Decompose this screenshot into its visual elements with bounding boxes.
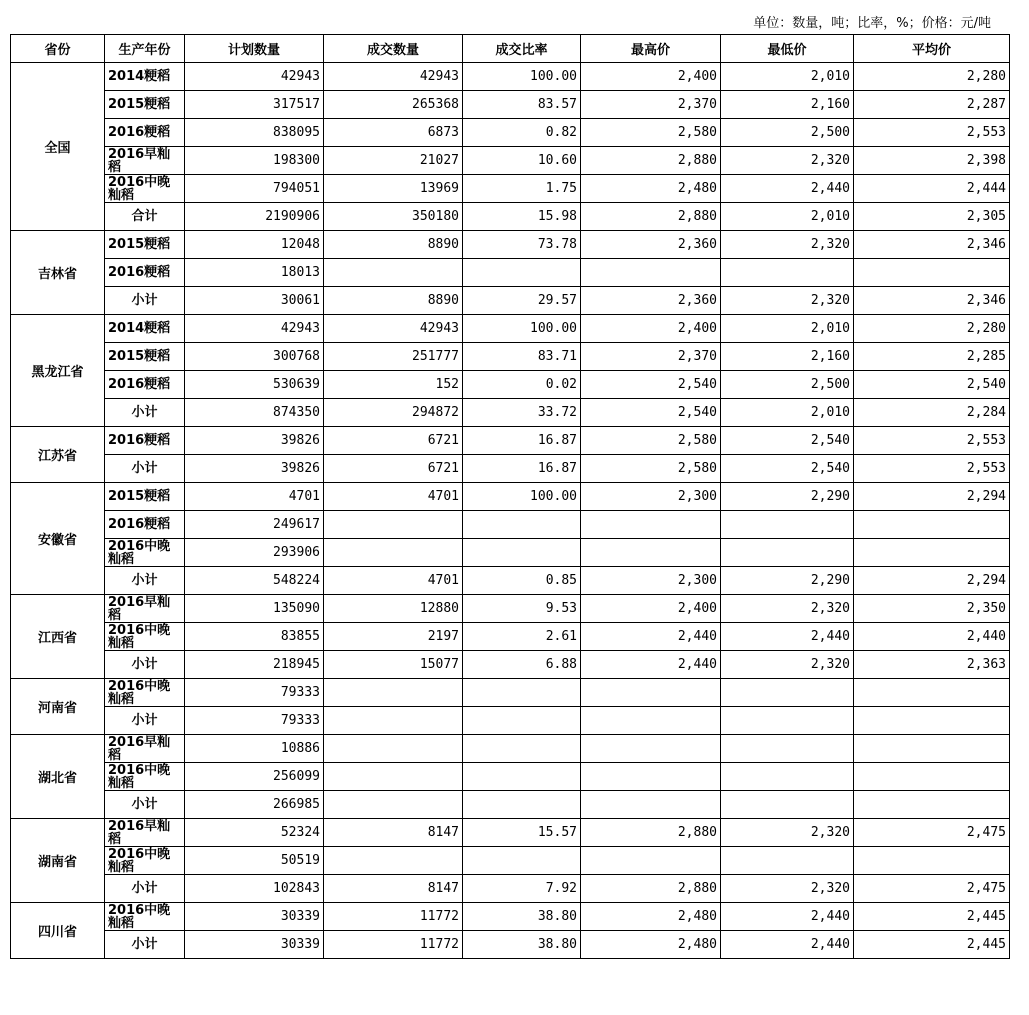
plan-qty-cell: 30061 — [185, 287, 324, 315]
year-variety-cell: 2015粳稻 — [105, 231, 185, 259]
low-price-cell: 2,160 — [721, 91, 854, 119]
avg-price-cell: 2,445 — [854, 903, 1010, 931]
high-price-cell: 2,300 — [581, 567, 721, 595]
avg-price-cell: 2,440 — [854, 623, 1010, 651]
deal-qty-cell — [324, 763, 463, 791]
year-variety-cell: 2015粳稻 — [105, 343, 185, 371]
subtotal-label-cell: 小计 — [105, 651, 185, 679]
low-price-cell — [721, 763, 854, 791]
deal-qty-cell: 13969 — [324, 175, 463, 203]
plan-qty-cell: 135090 — [185, 595, 324, 623]
high-price-cell: 2,480 — [581, 903, 721, 931]
deal-qty-cell: 4701 — [324, 567, 463, 595]
header-avg-price: 平均价 — [854, 35, 1010, 63]
low-price-cell: 2,500 — [721, 371, 854, 399]
deal-qty-cell: 15077 — [324, 651, 463, 679]
low-price-cell: 2,440 — [721, 175, 854, 203]
high-price-cell — [581, 763, 721, 791]
high-price-cell: 2,300 — [581, 483, 721, 511]
avg-price-cell — [854, 511, 1010, 539]
low-price-cell: 2,500 — [721, 119, 854, 147]
avg-price-cell: 2,346 — [854, 231, 1010, 259]
table-row — [11, 483, 1010, 511]
deal-qty-cell: 265368 — [324, 91, 463, 119]
subtotal-label-cell: 小计 — [105, 399, 185, 427]
low-price-cell — [721, 539, 854, 567]
province-cell: 河南省 — [11, 679, 105, 735]
low-price-cell — [721, 847, 854, 875]
deal-ratio-cell — [463, 763, 581, 791]
plan-qty-cell: 39826 — [185, 455, 324, 483]
high-price-cell: 2,880 — [581, 819, 721, 847]
table-row — [11, 791, 1010, 819]
low-price-cell: 2,440 — [721, 931, 854, 959]
high-price-cell — [581, 679, 721, 707]
low-price-cell — [721, 707, 854, 735]
low-price-cell: 2,320 — [721, 651, 854, 679]
high-price-cell — [581, 707, 721, 735]
table-row — [11, 147, 1010, 175]
year-variety-cell: 2014粳稻 — [105, 315, 185, 343]
avg-price-cell: 2,540 — [854, 371, 1010, 399]
avg-price-cell — [854, 259, 1010, 287]
plan-qty-cell: 39826 — [185, 427, 324, 455]
plan-qty-cell: 293906 — [185, 539, 324, 567]
avg-price-cell: 2,553 — [854, 119, 1010, 147]
deal-ratio-cell — [463, 707, 581, 735]
plan-qty-cell: 838095 — [185, 119, 324, 147]
table-row — [11, 931, 1010, 959]
year-variety-cell: 2016早籼稻 — [105, 595, 185, 623]
low-price-cell — [721, 735, 854, 763]
high-price-cell: 2,360 — [581, 287, 721, 315]
low-price-cell: 2,320 — [721, 147, 854, 175]
year-variety-cell: 2016早籼稻 — [105, 735, 185, 763]
province-cell: 湖北省 — [11, 735, 105, 819]
year-variety-cell: 2016早籼稻 — [105, 147, 185, 175]
header-year: 生产年份 — [105, 35, 185, 63]
table-row — [11, 735, 1010, 763]
high-price-cell: 2,540 — [581, 399, 721, 427]
avg-price-cell: 2,287 — [854, 91, 1010, 119]
low-price-cell: 2,540 — [721, 455, 854, 483]
plan-qty-cell: 79333 — [185, 679, 324, 707]
deal-qty-cell — [324, 735, 463, 763]
deal-qty-cell: 8890 — [324, 231, 463, 259]
low-price-cell: 2,290 — [721, 567, 854, 595]
low-price-cell: 2,540 — [721, 427, 854, 455]
province-cell: 湖南省 — [11, 819, 105, 903]
high-price-cell: 2,370 — [581, 91, 721, 119]
deal-ratio-cell — [463, 847, 581, 875]
high-price-cell: 2,440 — [581, 623, 721, 651]
plan-qty-cell: 18013 — [185, 259, 324, 287]
deal-qty-cell: 8147 — [324, 875, 463, 903]
province-cell: 四川省 — [11, 903, 105, 959]
avg-price-cell: 2,294 — [854, 567, 1010, 595]
high-price-cell: 2,540 — [581, 371, 721, 399]
low-price-cell: 2,320 — [721, 819, 854, 847]
avg-price-cell — [854, 707, 1010, 735]
high-price-cell: 2,400 — [581, 63, 721, 91]
high-price-cell — [581, 791, 721, 819]
deal-qty-cell: 21027 — [324, 147, 463, 175]
table-row — [11, 315, 1010, 343]
table-row — [11, 399, 1010, 427]
table-body — [11, 63, 1010, 959]
plan-qty-cell: 12048 — [185, 231, 324, 259]
plan-qty-cell: 10886 — [185, 735, 324, 763]
deal-qty-cell — [324, 679, 463, 707]
deal-qty-cell: 251777 — [324, 343, 463, 371]
avg-price-cell: 2,398 — [854, 147, 1010, 175]
deal-qty-cell: 2197 — [324, 623, 463, 651]
low-price-cell — [721, 791, 854, 819]
table-row — [11, 903, 1010, 931]
avg-price-cell: 2,284 — [854, 399, 1010, 427]
deal-qty-cell — [324, 791, 463, 819]
header-deal-ratio: 成交比率 — [463, 35, 581, 63]
table-row — [11, 427, 1010, 455]
high-price-cell: 2,440 — [581, 651, 721, 679]
avg-price-cell — [854, 679, 1010, 707]
avg-price-cell: 2,553 — [854, 455, 1010, 483]
deal-ratio-cell: 2.61 — [463, 623, 581, 651]
table-row — [11, 595, 1010, 623]
deal-qty-cell: 6721 — [324, 427, 463, 455]
plan-qty-cell: 266985 — [185, 791, 324, 819]
deal-qty-cell: 11772 — [324, 903, 463, 931]
plan-qty-cell: 300768 — [185, 343, 324, 371]
deal-qty-cell: 42943 — [324, 63, 463, 91]
deal-ratio-cell: 100.00 — [463, 63, 581, 91]
table-row — [11, 763, 1010, 791]
low-price-cell — [721, 259, 854, 287]
header-province: 省份 — [11, 35, 105, 63]
plan-qty-cell: 83855 — [185, 623, 324, 651]
year-variety-cell: 2016中晚籼稻 — [105, 763, 185, 791]
deal-qty-cell — [324, 539, 463, 567]
table-row — [11, 287, 1010, 315]
high-price-cell: 2,360 — [581, 231, 721, 259]
deal-qty-cell: 6873 — [324, 119, 463, 147]
low-price-cell: 2,440 — [721, 623, 854, 651]
plan-qty-cell: 4701 — [185, 483, 324, 511]
subtotal-label-cell: 小计 — [105, 931, 185, 959]
high-price-cell: 2,400 — [581, 315, 721, 343]
year-variety-cell: 2016粳稻 — [105, 259, 185, 287]
deal-ratio-cell: 29.57 — [463, 287, 581, 315]
avg-price-cell: 2,305 — [854, 203, 1010, 231]
avg-price-cell — [854, 847, 1010, 875]
table-row — [11, 875, 1010, 903]
high-price-cell: 2,480 — [581, 175, 721, 203]
table-row — [11, 819, 1010, 847]
low-price-cell: 2,320 — [721, 595, 854, 623]
deal-ratio-cell: 16.87 — [463, 455, 581, 483]
table-row — [11, 259, 1010, 287]
province-cell: 黑龙江省 — [11, 315, 105, 427]
year-variety-cell: 2016中晚籼稻 — [105, 679, 185, 707]
deal-ratio-cell: 6.88 — [463, 651, 581, 679]
high-price-cell: 2,580 — [581, 427, 721, 455]
year-variety-cell: 2016中晚籼稻 — [105, 903, 185, 931]
avg-price-cell: 2,280 — [854, 63, 1010, 91]
table-row — [11, 651, 1010, 679]
year-variety-cell: 2016粳稻 — [105, 511, 185, 539]
low-price-cell: 2,010 — [721, 203, 854, 231]
deal-ratio-cell: 1.75 — [463, 175, 581, 203]
avg-price-cell: 2,475 — [854, 819, 1010, 847]
table-row — [11, 343, 1010, 371]
deal-qty-cell: 6721 — [324, 455, 463, 483]
province-cell: 吉林省 — [11, 231, 105, 315]
deal-ratio-cell: 73.78 — [463, 231, 581, 259]
deal-ratio-cell: 38.80 — [463, 903, 581, 931]
unit-note: 单位：数量，吨；比率，%；价格：元/吨 — [753, 16, 991, 31]
deal-ratio-cell: 7.92 — [463, 875, 581, 903]
deal-qty-cell — [324, 511, 463, 539]
deal-ratio-cell: 10.60 — [463, 147, 581, 175]
subtotal-label-cell: 小计 — [105, 707, 185, 735]
avg-price-cell: 2,475 — [854, 875, 1010, 903]
table-row — [11, 175, 1010, 203]
deal-ratio-cell: 0.82 — [463, 119, 581, 147]
table-row — [11, 371, 1010, 399]
subtotal-label-cell: 小计 — [105, 567, 185, 595]
deal-qty-cell: 42943 — [324, 315, 463, 343]
table-row — [11, 231, 1010, 259]
deal-ratio-cell: 100.00 — [463, 315, 581, 343]
deal-ratio-cell: 100.00 — [463, 483, 581, 511]
high-price-cell: 2,400 — [581, 595, 721, 623]
deal-ratio-cell: 0.02 — [463, 371, 581, 399]
plan-qty-cell: 794051 — [185, 175, 324, 203]
deal-ratio-cell: 15.98 — [463, 203, 581, 231]
header-deal-qty: 成交数量 — [324, 35, 463, 63]
auction-results-table — [10, 34, 1010, 959]
deal-qty-cell: 12880 — [324, 595, 463, 623]
subtotal-label-cell: 小计 — [105, 875, 185, 903]
plan-qty-cell: 52324 — [185, 819, 324, 847]
low-price-cell: 2,320 — [721, 231, 854, 259]
header-high-price: 最高价 — [581, 35, 721, 63]
low-price-cell: 2,320 — [721, 875, 854, 903]
avg-price-cell — [854, 763, 1010, 791]
plan-qty-cell: 42943 — [185, 315, 324, 343]
deal-ratio-cell — [463, 735, 581, 763]
high-price-cell: 2,480 — [581, 931, 721, 959]
high-price-cell: 2,370 — [581, 343, 721, 371]
avg-price-cell — [854, 539, 1010, 567]
plan-qty-cell: 256099 — [185, 763, 324, 791]
low-price-cell: 2,160 — [721, 343, 854, 371]
plan-qty-cell: 79333 — [185, 707, 324, 735]
year-variety-cell: 2016粳稻 — [105, 427, 185, 455]
table-row — [11, 847, 1010, 875]
high-price-cell: 2,580 — [581, 455, 721, 483]
deal-qty-cell: 4701 — [324, 483, 463, 511]
table-row — [11, 539, 1010, 567]
province-cell: 安徽省 — [11, 483, 105, 595]
low-price-cell: 2,320 — [721, 287, 854, 315]
deal-qty-cell — [324, 847, 463, 875]
year-variety-cell: 2016中晚籼稻 — [105, 847, 185, 875]
table-row — [11, 511, 1010, 539]
subtotal-label-cell: 小计 — [105, 791, 185, 819]
high-price-cell — [581, 511, 721, 539]
table-row — [11, 707, 1010, 735]
table-row — [11, 119, 1010, 147]
deal-ratio-cell: 33.72 — [463, 399, 581, 427]
deal-qty-cell: 350180 — [324, 203, 463, 231]
avg-price-cell: 2,285 — [854, 343, 1010, 371]
avg-price-cell: 2,445 — [854, 931, 1010, 959]
deal-qty-cell — [324, 259, 463, 287]
deal-qty-cell: 8147 — [324, 819, 463, 847]
plan-qty-cell: 30339 — [185, 931, 324, 959]
plan-qty-cell: 218945 — [185, 651, 324, 679]
plan-qty-cell: 530639 — [185, 371, 324, 399]
deal-ratio-cell: 0.85 — [463, 567, 581, 595]
header-low-price: 最低价 — [721, 35, 854, 63]
deal-qty-cell: 8890 — [324, 287, 463, 315]
high-price-cell — [581, 847, 721, 875]
avg-price-cell: 2,444 — [854, 175, 1010, 203]
table-row — [11, 91, 1010, 119]
avg-price-cell: 2,280 — [854, 315, 1010, 343]
table-row — [11, 63, 1010, 91]
year-variety-cell: 2016粳稻 — [105, 371, 185, 399]
deal-ratio-cell — [463, 791, 581, 819]
avg-price-cell — [854, 735, 1010, 763]
avg-price-cell: 2,553 — [854, 427, 1010, 455]
high-price-cell: 2,880 — [581, 147, 721, 175]
header-plan-qty: 计划数量 — [185, 35, 324, 63]
province-cell: 江苏省 — [11, 427, 105, 483]
plan-qty-cell: 198300 — [185, 147, 324, 175]
plan-qty-cell: 2190906 — [185, 203, 324, 231]
high-price-cell — [581, 259, 721, 287]
plan-qty-cell: 874350 — [185, 399, 324, 427]
low-price-cell: 2,010 — [721, 63, 854, 91]
year-variety-cell: 2015粳稻 — [105, 483, 185, 511]
high-price-cell — [581, 539, 721, 567]
low-price-cell: 2,010 — [721, 399, 854, 427]
subtotal-label-cell: 小计 — [105, 287, 185, 315]
deal-qty-cell — [324, 707, 463, 735]
deal-ratio-cell — [463, 679, 581, 707]
province-cell: 全国 — [11, 63, 105, 231]
deal-ratio-cell: 83.71 — [463, 343, 581, 371]
year-variety-cell: 2016中晚籼稻 — [105, 539, 185, 567]
avg-price-cell: 2,346 — [854, 287, 1010, 315]
high-price-cell: 2,880 — [581, 875, 721, 903]
deal-ratio-cell: 38.80 — [463, 931, 581, 959]
deal-ratio-cell: 16.87 — [463, 427, 581, 455]
deal-ratio-cell: 15.57 — [463, 819, 581, 847]
plan-qty-cell: 42943 — [185, 63, 324, 91]
table-header-row — [11, 35, 1010, 63]
low-price-cell: 2,290 — [721, 483, 854, 511]
year-variety-cell: 2016早籼稻 — [105, 819, 185, 847]
high-price-cell: 2,580 — [581, 119, 721, 147]
year-variety-cell: 2015粳稻 — [105, 91, 185, 119]
table-row — [11, 455, 1010, 483]
plan-qty-cell: 50519 — [185, 847, 324, 875]
subtotal-label-cell: 小计 — [105, 455, 185, 483]
avg-price-cell: 2,350 — [854, 595, 1010, 623]
deal-qty-cell: 294872 — [324, 399, 463, 427]
table-row — [11, 679, 1010, 707]
avg-price-cell: 2,294 — [854, 483, 1010, 511]
low-price-cell — [721, 679, 854, 707]
subtotal-label-cell: 合计 — [105, 203, 185, 231]
high-price-cell: 2,880 — [581, 203, 721, 231]
low-price-cell: 2,440 — [721, 903, 854, 931]
plan-qty-cell: 249617 — [185, 511, 324, 539]
plan-qty-cell: 102843 — [185, 875, 324, 903]
low-price-cell — [721, 511, 854, 539]
year-variety-cell: 2016中晚籼稻 — [105, 175, 185, 203]
avg-price-cell — [854, 791, 1010, 819]
plan-qty-cell: 30339 — [185, 903, 324, 931]
deal-qty-cell: 11772 — [324, 931, 463, 959]
year-variety-cell: 2014粳稻 — [105, 63, 185, 91]
plan-qty-cell: 317517 — [185, 91, 324, 119]
deal-ratio-cell — [463, 259, 581, 287]
deal-ratio-cell: 83.57 — [463, 91, 581, 119]
low-price-cell: 2,010 — [721, 315, 854, 343]
table-row — [11, 203, 1010, 231]
table-row — [11, 623, 1010, 651]
deal-ratio-cell — [463, 511, 581, 539]
year-variety-cell: 2016中晚籼稻 — [105, 623, 185, 651]
deal-qty-cell: 152 — [324, 371, 463, 399]
deal-ratio-cell: 9.53 — [463, 595, 581, 623]
avg-price-cell: 2,363 — [854, 651, 1010, 679]
deal-ratio-cell — [463, 539, 581, 567]
table-row — [11, 567, 1010, 595]
plan-qty-cell: 548224 — [185, 567, 324, 595]
high-price-cell — [581, 735, 721, 763]
province-cell: 江西省 — [11, 595, 105, 679]
year-variety-cell: 2016粳稻 — [105, 119, 185, 147]
